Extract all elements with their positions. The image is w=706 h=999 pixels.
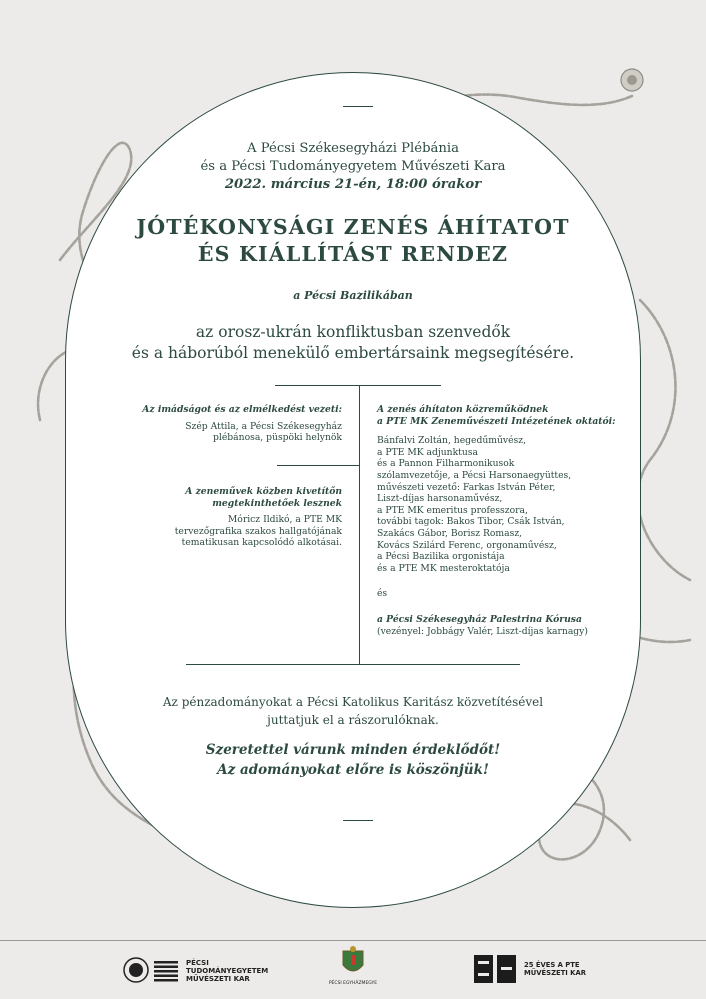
performers-section bbox=[377, 404, 627, 637]
artwork-line: tematikusan kapcsolódó alkotásai. bbox=[181, 537, 342, 549]
artwork-heading-line: A zeneművek közben kivetítőn bbox=[185, 486, 342, 497]
prayer-leader-line: Szép Attila, a Pécsi Székesegyház bbox=[185, 420, 342, 432]
event-date: 2022. március 21-én, 18:00 órakor bbox=[224, 177, 482, 192]
performer-line: Kovács Szilárd Ferenc, orgonaművész, bbox=[377, 539, 557, 551]
closing-line-1: Szeretettel várunk minden érdeklődőt! bbox=[205, 742, 501, 758]
donation-line-1: Az pénzadományokat a Pécsi Katolikus Karitász közvetítésével bbox=[162, 695, 544, 709]
pte-logo-line: PÉCSI bbox=[186, 959, 209, 967]
artwork-line: tervezőgrafika szakos hallgatójának bbox=[174, 525, 342, 537]
diocese-label: PÉCSI EGYHÁZMEGYE bbox=[328, 981, 378, 986]
choir-name: a Pécsi Székesegyház Palestrina Kórusa bbox=[377, 613, 582, 625]
pte-logo-line: TUDOMÁNYEGYETEM bbox=[186, 967, 269, 975]
performer-line: a PTE MK emeritus professzora, bbox=[377, 504, 528, 516]
pte-logo-line: MŰVÉSZETI KAR bbox=[186, 975, 250, 983]
25-mark-icon bbox=[474, 955, 518, 983]
organizer-line-2: és a Pécsi Tudományegyetem Művészeti Kara bbox=[200, 159, 506, 174]
coat-of-arms-icon bbox=[338, 945, 368, 979]
performer-line: szólamvezetője, a Pécsi Harsonaegyüttes, bbox=[377, 469, 572, 481]
performer-line: Liszt-díjas harsonaművész, bbox=[377, 493, 503, 505]
choir-conductor: (vezényel: Jobbágy Valér, Liszt-díjas karnagy) bbox=[377, 625, 588, 637]
footer-rule bbox=[0, 940, 706, 941]
performers-heading-line: A zenés áhítaton közreműködnek bbox=[377, 404, 549, 415]
pte-seal-icon bbox=[122, 955, 182, 985]
event-venue: a Pécsi Bazilikában bbox=[293, 289, 413, 302]
performer-line: a Pécsi Bazilika orgonistája bbox=[377, 551, 505, 563]
event-purpose bbox=[100, 322, 606, 364]
artwork-section bbox=[140, 486, 342, 549]
donation-line-2: juttatjuk el a rászorulóknak. bbox=[267, 713, 439, 727]
bottom-divider bbox=[343, 820, 373, 821]
artwork-heading-line: megtekinthetőek lesznek bbox=[212, 497, 342, 509]
donation-note bbox=[100, 693, 606, 729]
performer-line: a PTE MK adjunktusa bbox=[377, 446, 478, 458]
purpose-line-1: az orosz-ukrán konfliktusban szenvedők bbox=[195, 323, 511, 341]
anniversary-logo bbox=[474, 955, 594, 985]
flower-icon bbox=[621, 69, 643, 91]
prayer-heading: Az imádságot és az elmélkedést vezeti: bbox=[142, 404, 342, 415]
purpose-line-2: és a háborúból menekülő embertársaink megsegítésére. bbox=[131, 344, 575, 362]
anniversary-line: 25 ÉVES A PTE bbox=[524, 961, 580, 969]
organizer-line-1: A Pécsi Székesegyházi Plébánia bbox=[247, 141, 459, 156]
closing-message bbox=[100, 740, 606, 780]
anniversary-line: MŰVÉSZETI KAR bbox=[524, 969, 586, 977]
performer-line: Szakács Gábor, Borisz Romasz, bbox=[377, 527, 523, 539]
and-connector: és bbox=[377, 588, 388, 600]
title-line-2: ÉS KIÁLLÍTÁST RENDEZ bbox=[197, 242, 509, 266]
performers-heading-line: a PTE MK Zeneművészeti Intézetének oktatói: bbox=[377, 415, 616, 427]
program-vertical-rule bbox=[359, 385, 360, 665]
diocese-logo bbox=[328, 945, 378, 990]
performer-line: művészeti vezető: Farkas István Péter, bbox=[377, 481, 556, 493]
performer-line: és a Pannon Filharmonikusok bbox=[377, 458, 515, 470]
artwork-line: Móricz Ildikó, a PTE MK bbox=[227, 514, 342, 526]
performer-line: további tagok: Bakos Tibor, Csák István, bbox=[377, 516, 565, 528]
top-divider bbox=[343, 106, 373, 107]
prayer-leader-line: plébánosa, püspöki helynök bbox=[213, 432, 342, 444]
event-title bbox=[100, 214, 606, 268]
organizers-block bbox=[100, 140, 606, 194]
program-top-rule bbox=[275, 385, 441, 386]
performer-line: és a PTE MK mesteroktatója bbox=[377, 562, 510, 574]
closing-line-2: Az adományokat előre is köszönjük! bbox=[217, 762, 489, 778]
program-bottom-rule bbox=[186, 664, 520, 665]
prayer-section bbox=[140, 404, 342, 444]
program-mid-rule bbox=[277, 465, 359, 466]
title-line-1: JÓTÉKONYSÁGI ZENÉS ÁHÍTATOT bbox=[136, 215, 570, 239]
performer-line: Bánfalvi Zoltán, hegedűművész, bbox=[377, 435, 526, 447]
pte-mk-logo bbox=[122, 955, 269, 985]
